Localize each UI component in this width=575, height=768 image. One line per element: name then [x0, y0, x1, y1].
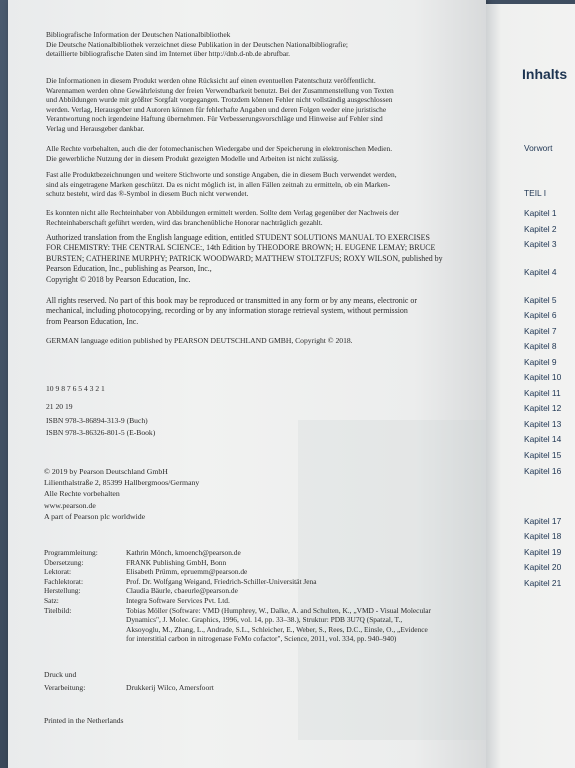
credit-row: [44, 586, 494, 596]
disclaimer-line: werden. Verlag, Herausgeber und Autoren können für fehlerhafte Angaben und deren Folgen weder eine juristische: [46, 104, 387, 114]
isbn-ebook: ISBN 978-3-86326-801-5 (E-Book): [46, 428, 156, 437]
disclaimer-line: Verlag und Herausgeber dankbar.: [46, 123, 145, 133]
translation-line: FOR CHEMISTRY: THE CENTRAL SCIENCE:, 14th Edition by THEODORE BROWN; H. EUGENE LEMAY; BRUCE: [46, 243, 436, 253]
biblio-line: Bibliografische Information der Deutschen Nationalbibliothek: [46, 30, 231, 39]
print-run-number: 10 9 8 7 6 5 4 3 2 1: [46, 384, 105, 393]
toc-page: [486, 4, 575, 768]
credit-value: FRANK Publishing GmbH, Bonn: [126, 557, 227, 567]
disclaimer-section: [46, 76, 486, 134]
publisher-line: Alle Rechte vorbehalten: [44, 489, 120, 499]
toc-item: Kapitel 5: [524, 295, 557, 305]
trademarks-line: sind als eingetragene Marken geschützt. Da es nicht möglich ist, in allen Fällen zeitnah zu ermitteln, ob ein Marken-: [46, 179, 391, 189]
translation-line: BURSTEN; CATHERINE MURPHY; PATRICK WOODWARD; MATTHEW STOLTZFUS; ROXY WILSON, published by: [46, 253, 443, 263]
disclaimer-line: und Abbildungen wurde mit größter Sorgfalt vorgegangen. Trotzdem können Fehler nicht vollständig ausgeschlossen: [46, 95, 393, 105]
credit-label: Titelbild:: [44, 605, 72, 615]
trademarks-line: Fast alle Produktbezeichnungen und weitere Stichworte und sonstige Angaben, die in diesem Buch verwendet werden,: [46, 170, 397, 179]
credit-label: Satz:: [44, 595, 59, 605]
toc-item: Kapitel 9: [524, 357, 557, 367]
translation-line: Copyright © 2018 by Pearson Education, Inc.: [46, 274, 191, 284]
toc-item: Kapitel 12: [524, 403, 562, 413]
credits-table: [44, 548, 494, 644]
credit-row: [44, 567, 494, 577]
credit-value-multiline: [126, 606, 494, 644]
credit-label: Lektorat:: [44, 567, 72, 577]
toc-item: Kapitel 8: [524, 341, 557, 351]
toc-item: Kapitel 21: [524, 578, 562, 588]
publisher-line: © 2019 by Pearson Deutschland GmbH: [44, 467, 168, 476]
translation-section: [46, 233, 486, 285]
toc-item: Kapitel 2: [524, 224, 557, 234]
toc-item: Kapitel 15: [524, 450, 562, 460]
trademarks-line: schutz besteht, wird das ®-Symbol in diesem Buch nicht verwendet.: [46, 189, 249, 199]
toc-item: Kapitel 7: [524, 326, 557, 336]
all-rights-line: mechanical, including photocopying, recording or by any information storage retrieval system, without permission: [46, 306, 408, 316]
publisher-line: A part of Pearson plc worldwide: [44, 511, 146, 521]
credit-value: Integra Software Services Pvt. Ltd.: [126, 595, 230, 605]
toc-item: Kapitel 19: [524, 547, 562, 557]
rights-de-section: [46, 144, 486, 163]
publisher-line: www.pearson.de: [44, 500, 96, 510]
biblio-line: Die Deutsche Nationalbibliothek verzeichnet diese Publikation in der Deutschen Nationalbibliografie;: [46, 39, 348, 49]
toc-item: Kapitel 4: [524, 267, 557, 277]
disclaimer-line: Warennamen werden ohne Gewährleistung der freien Verwendbarkeit benutzt. Bei der Zusammenstellung von Texten: [46, 85, 394, 95]
toc-item: Kapitel 10: [524, 372, 562, 382]
german-edition-note: GERMAN language edition published by PEARSON DEUTSCHLAND GMBH, Copyright © 2018.: [46, 336, 353, 345]
credit-value: Prof. Dr. Wolfgang Weigand, Friedrich-Schiller-Universität Jena: [126, 576, 317, 586]
toc-item: Kapitel 17: [524, 516, 562, 526]
image-rights-line: Rechteinhaberschaft geführt werden, wird das branchenübliche Honorar nachträglich gezahlt.: [46, 217, 323, 227]
toc-item: Kapitel 20: [524, 562, 562, 572]
credit-value: Elisabeth Prümm, epruemm@pearson.de: [126, 567, 248, 577]
toc-item: Kapitel 14: [524, 434, 562, 444]
all-rights-line: from Pearson Education, Inc.: [46, 316, 139, 326]
credit-label: Übersetzung:: [44, 557, 84, 567]
toc-item: Vorwort: [524, 143, 553, 153]
toc-title: Inhalts: [522, 66, 568, 82]
all-rights-en-section: [46, 296, 486, 327]
druck-value: Drukkerij Wilco, Amersfoort: [126, 683, 214, 692]
publisher-line: Lilienthalstraße 2, 85399 Hallbergmoos/Germany: [44, 478, 200, 488]
disclaimer-line: Verantwortung noch irgendeine Haftung übernehmen. Für Verbesserungsvorschläge und Hinweise auf Fehler sind: [46, 114, 383, 124]
copyright-page: [8, 0, 486, 768]
credit-label: Fachlektorat:: [44, 576, 83, 586]
translation-line: Pearson Education, Inc., publishing as Pearson, Inc.,: [46, 264, 212, 274]
publisher-section: [44, 466, 484, 522]
toc-item: Kapitel 3: [524, 239, 557, 249]
trademarks-section: [46, 170, 486, 199]
credit-row: [44, 558, 494, 568]
toc-item: Kapitel 16: [524, 466, 562, 476]
biblio-line: detaillierte bibliografische Daten sind im Internet über http://dnb.d-nb.de abrufbar.: [46, 49, 291, 59]
druck-label-1: Druck und: [44, 670, 77, 679]
credit-value: Claudia Bäurle, cbaeurle@pearson.de: [126, 586, 238, 596]
cover-credit-line: Dynamics", J. Molec. Graphics, 1996, vol. 14, pp. 33–38.), Struktur: PDB 3U7Q (Spatzal, T.,: [126, 615, 403, 625]
credit-value: Kathrin Mönch, kmoench@pearson.de: [126, 548, 241, 557]
toc-item: Kapitel 11: [524, 388, 561, 398]
cover-credit-line: Aksoyoglu, M., Zhang, L., Andrade, S.L., Schleicher, E., Weber, S., Rees, D.C., Einsle, O., „Evidence: [126, 624, 428, 634]
all-rights-line: All rights reserved. No part of this book may be reproduced or transmitted in any form or by any means, electronic or: [46, 296, 417, 305]
toc-item: Kapitel 18: [524, 531, 562, 541]
printed-in: Printed in the Netherlands: [44, 716, 124, 725]
disclaimer-line: Die Informationen in diesem Produkt werden ohne Rücksicht auf einen eventuellen Patentschutz veröffentlicht.: [46, 76, 376, 85]
biblio-section: [46, 30, 486, 59]
translation-line: Authorized translation from the English language edition, entitled STUDENT SOLUTIONS MANUAL TO EXERCISES: [46, 233, 430, 242]
cover-credit-line: Tobias Möller (Software: VMD (Humphrey, W., Dalke, A. and Schulten, K., „VMD - Visual Molecular: [126, 605, 431, 615]
credit-row: [44, 548, 494, 558]
rights-line: Alle Rechte vorbehalten, auch die der fotomechanischen Wiedergabe und der Speicherung in elektronischen Medien.: [46, 144, 393, 153]
credit-row: [44, 606, 494, 644]
image-rights-section: [46, 208, 486, 227]
cover-credit-line: for interstitial carbon in nitrogenase FeMo cofactor", Science, 2011, vol. 334, pp. 940–940): [126, 634, 397, 644]
druck-label-2: Verarbeitung:: [44, 683, 86, 692]
credit-row: [44, 577, 494, 587]
rights-line: Die gewerbliche Nutzung der in diesem Produkt gezeigten Modelle und Arbeiten ist nicht zulässig.: [46, 153, 339, 163]
toc-item: TEIL I: [524, 188, 547, 198]
credit-label: Herstellung:: [44, 586, 81, 596]
print-years: 21 20 19: [46, 402, 73, 411]
image-rights-line: Es konnten nicht alle Rechteinhaber von Abbildungen ermittelt werden. Sollte dem Verlag gegenüber der Nachweis der: [46, 208, 399, 217]
isbn-print: ISBN 978-3-86894-313-9 (Buch): [46, 416, 148, 425]
credit-label: Programmleitung:: [44, 548, 98, 557]
toc-item: Kapitel 6: [524, 310, 557, 320]
toc-item: Kapitel 1: [524, 208, 557, 218]
toc-item: Kapitel 13: [524, 419, 562, 429]
credit-row: [44, 596, 494, 606]
